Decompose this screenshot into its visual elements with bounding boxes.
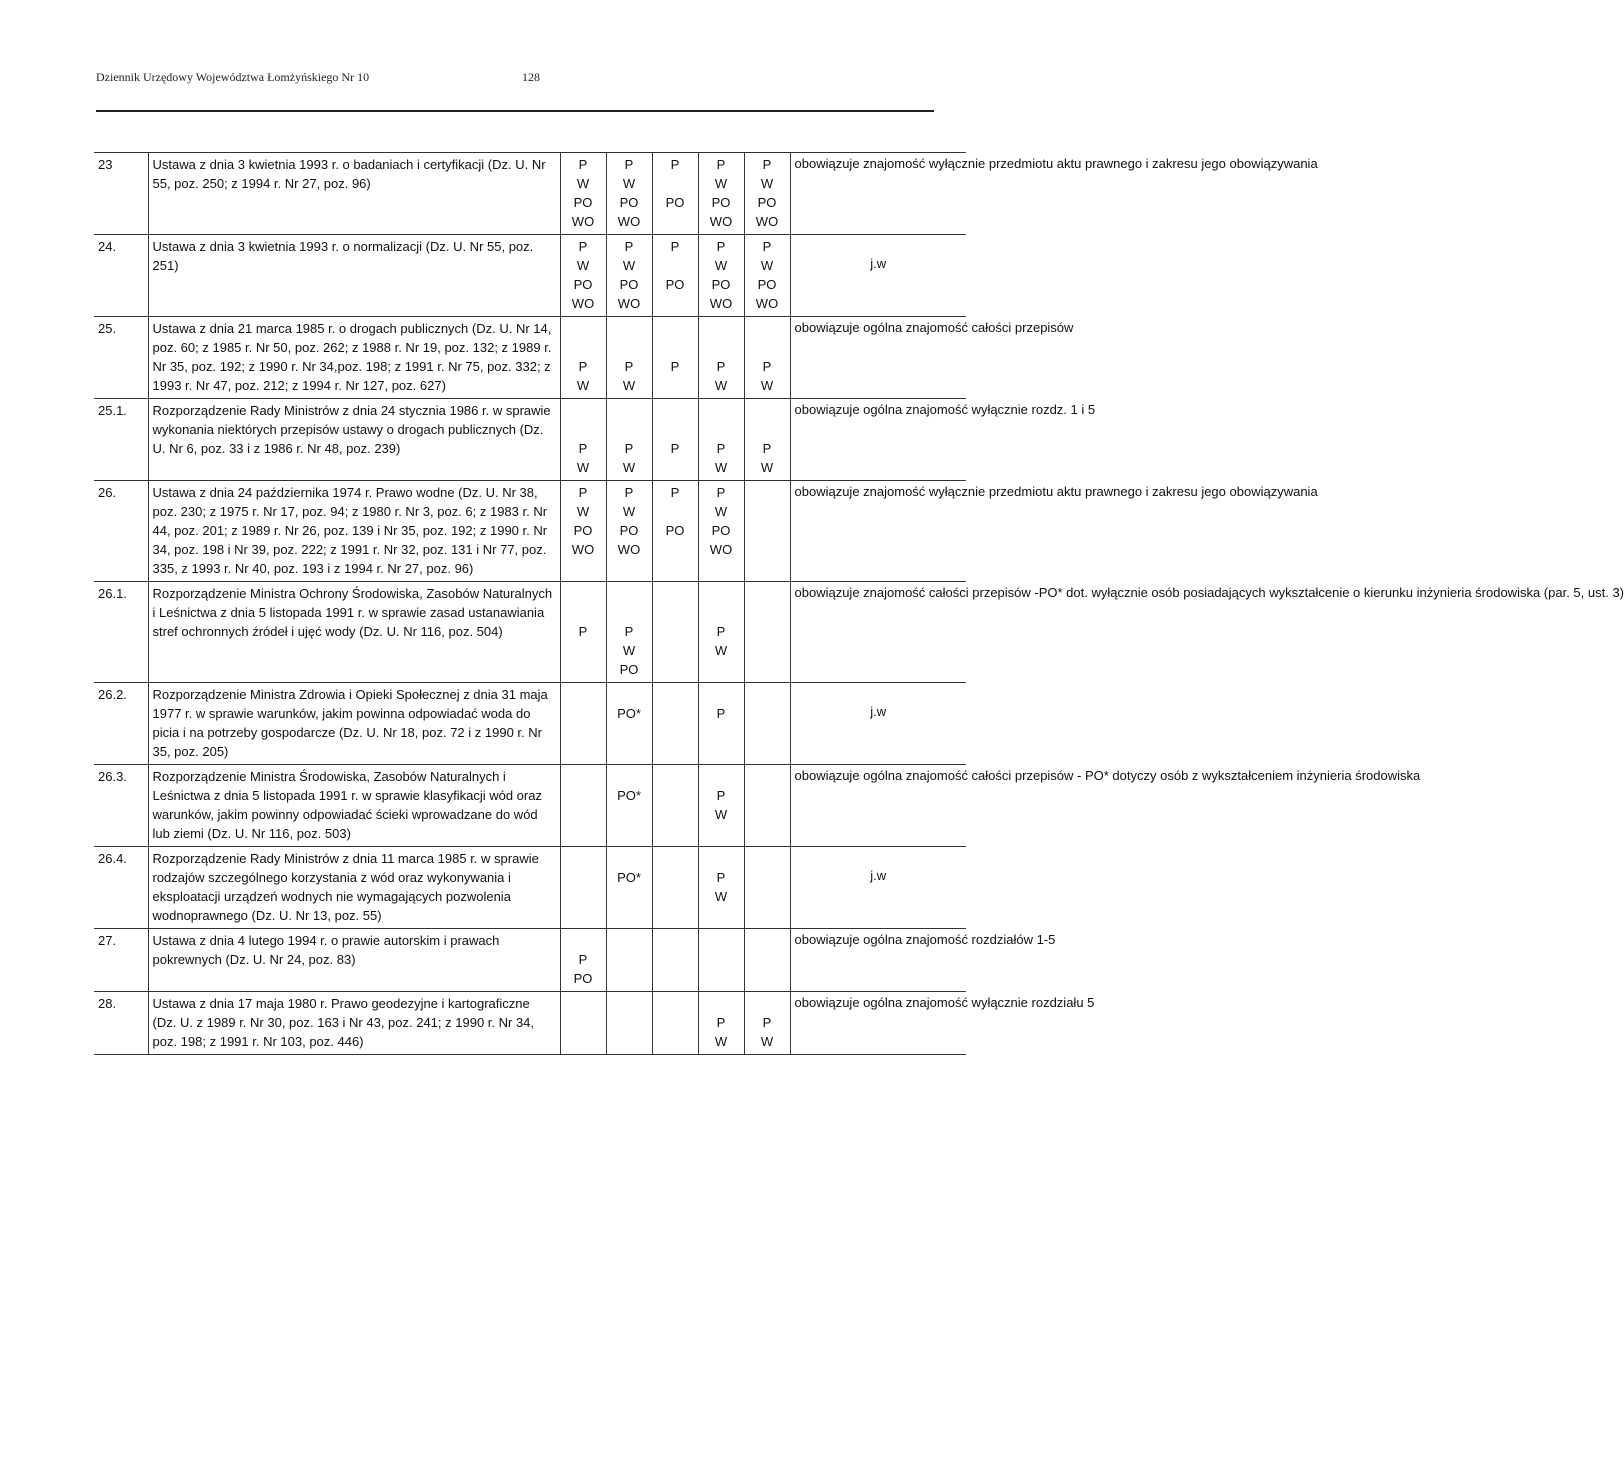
act-title [148,582,560,683]
col-5-marks [744,765,790,847]
c1-line: W [576,258,590,273]
col-5-marks [744,847,790,929]
note-line: obowiązuje ogólna znajomość wyłącznie rozdziału 5 [794,995,1095,1010]
col-5-marks [744,582,790,683]
col-1-marks [560,929,606,992]
c5-line: WO [755,296,779,311]
c2-line: WO [617,296,641,311]
col-2-marks [606,582,652,683]
row-number: 26.4. [94,847,148,929]
col-4-marks [698,847,744,929]
c3-line [657,849,694,868]
col-3-marks [652,929,698,992]
c4-line: W [714,643,728,658]
act-title [148,399,560,481]
col-4-marks [698,992,744,1055]
c5-line [749,849,786,868]
c2-line: W [622,176,636,191]
c1-line: PO [573,195,593,210]
row-number: 26. [94,481,148,582]
table-row [94,582,966,683]
c4-line: W [714,1034,728,1049]
col-5-marks [744,481,790,582]
col-1-marks [560,765,606,847]
scope-note [790,235,966,317]
c3-line [657,420,694,439]
c3-line: PO [665,523,685,538]
c2-line: PO [619,662,639,677]
act-title [148,765,560,847]
col-3-marks [652,235,698,317]
title-line: Ustawa z dnia 24 października 1974 r. Prawo wodne (Dz. U. Nr 38, poz. 230; z 1975 r. Nr 17, poz. 94; z 1980 r. Nr 3, poz. 6; z 1983 r. Nr 44, poz. 201; z 1989 r. Nr 26, poz. 139 i Nr 35, poz. 192; z 1990 r. Nr 34, poz. 198 i Nr 39, poz. 222; z 1991 r. Nr 32, poz. 131 i Nr 77, poz. 335, z 1993 r. Nr 40, poz. 193 i z 1994 r. Nr 27, poz. 96) [152,485,548,576]
c1-line [565,401,602,420]
c2-line [611,338,648,357]
c4-line: P [716,706,726,721]
c4-line: P [716,788,726,803]
c4-line: W [714,889,728,904]
c5-line: W [760,460,774,475]
note-line [795,849,963,867]
c5-line: P [762,359,772,374]
c1-line: P [578,239,588,254]
col-2-marks [606,765,652,847]
title-line: Ustawa z dnia 17 maja 1980 r. Prawo geodezyjne i kartograficzne (Dz. U. z 1989 r. Nr 30, poz. 163 i Nr 43, poz. 241; z 1990 r. Nr 34, poz. 198; z 1991 r. Nr 103, poz. 446) [152,996,535,1049]
col-2-marks [606,153,652,235]
col-5-marks [744,153,790,235]
c4-line: P [716,870,726,885]
table-row [94,847,966,929]
c1-line [565,849,602,868]
c4-line: WO [709,214,733,229]
c3-line [657,256,694,275]
scope-note [790,929,1056,992]
c2-line: W [622,460,636,475]
col-4-marks [698,153,744,235]
regulations-table [94,152,1624,1055]
c3-line: P [670,441,680,456]
title-line: Ustawa z dnia 4 lutego 1994 r. o prawie autorskim i prawach pokrewnych (Dz. U. Nr 24, poz. 83) [152,933,500,967]
c1-line [565,584,602,603]
col-1-marks [560,582,606,683]
c4-line [703,685,740,704]
row-number: 26.1. [94,582,148,683]
scope-note [790,847,966,929]
c5-line [749,584,786,603]
c4-line: P [716,157,726,172]
c4-line: P [716,359,726,374]
c5-line [749,319,786,338]
row-number: 23 [94,153,148,235]
c3-line: P [670,485,680,500]
col-2-marks [606,992,652,1055]
col-1-marks [560,235,606,317]
c2-line [611,319,648,338]
table-row [94,929,966,992]
title-line: Ustawa z dnia 3 kwietnia 1993 r. o badaniach i certyfikacji (Dz. U. Nr 55, poz. 250; z 1994 r. Nr 27, poz. 96) [152,157,546,191]
c4-line: PO [711,523,731,538]
c1-line: W [576,460,590,475]
col-2-marks [606,235,652,317]
col-1-marks [560,847,606,929]
c4-line: P [716,1015,726,1030]
col-5-marks [744,683,790,765]
c1-line: W [576,504,590,519]
c5-line [749,767,786,786]
c2-line [611,584,648,603]
c3-line [657,502,694,521]
act-title [148,683,560,765]
c1-line: WO [571,214,595,229]
col-3-marks [652,153,698,235]
act-title [148,847,560,929]
c4-line: PO [711,277,731,292]
row-number: 28. [94,992,148,1055]
c4-line [703,319,740,338]
c1-line [565,994,602,1013]
note-line: obowiązuje znajomość wyłącznie przedmiotu aktu prawnego i zakresu jego obowiązywania [794,484,1318,499]
c3-line [657,994,694,1013]
c5-line: P [762,1015,772,1030]
c2-line: P [624,441,634,456]
col-5-marks [744,929,790,992]
col-3-marks [652,847,698,929]
note-line: obowiązuje ogólna znajomość rozdziałów 1-5 [794,932,1056,947]
row-number: 25. [94,317,148,399]
scope-note [790,765,1421,847]
table-row [94,317,966,399]
c1-line [565,603,602,622]
c3-line [657,767,694,786]
col-1-marks [560,992,606,1055]
c2-line [611,767,648,786]
scope-note [790,992,1095,1055]
col-4-marks [698,765,744,847]
col-3-marks [652,399,698,481]
scope-note [790,317,1074,399]
col-3-marks [652,481,698,582]
col-3-marks [652,683,698,765]
table-row [94,399,966,481]
c1-line: WO [571,542,595,557]
c2-line: PO [619,277,639,292]
c5-line [749,931,786,950]
c4-line: P [716,485,726,500]
col-4-marks [698,235,744,317]
c1-line: P [578,359,588,374]
row-number: 24. [94,235,148,317]
c5-line: W [760,258,774,273]
col-1-marks [560,317,606,399]
c2-line: P [624,485,634,500]
c3-line: P [670,239,680,254]
page-header [96,70,936,92]
c4-line: W [714,460,728,475]
c1-line [565,338,602,357]
col-1-marks [560,481,606,582]
act-title [148,153,560,235]
note-line: obowiązuje znajomość wyłącznie przedmiotu aktu prawnego i zakresu jego obowiązywania [794,156,1318,171]
c1-line: PO [573,277,593,292]
c4-line [703,931,740,950]
c4-line [703,767,740,786]
title-line: Rozporządzenie Ministra Ochrony Środowiska, Zasobów Naturalnych i Leśnictwa z dnia 5 listopada 1991 r. w sprawie zasad ustanawiania stref ochronnych źródeł i ujęć wody (Dz. U. Nr 116, poz. 504) [152,586,553,639]
scope-note [790,582,1624,683]
c2-line: W [622,643,636,658]
c4-line [703,338,740,357]
col-3-marks [652,582,698,683]
c4-line [703,401,740,420]
c4-line: W [714,807,728,822]
col-4-marks [698,399,744,481]
c2-line [611,685,648,704]
row-number: 25.1. [94,399,148,481]
c5-line: PO [757,195,777,210]
c1-line [565,319,602,338]
c1-line [565,931,602,950]
c4-line [703,584,740,603]
scope-note [790,683,966,765]
col-3-marks [652,317,698,399]
c4-line: W [714,504,728,519]
c2-line: P [624,624,634,639]
c5-line [749,420,786,439]
c1-line: P [578,952,588,967]
c4-line: P [716,624,726,639]
c1-line [565,767,602,786]
c2-line: WO [617,542,641,557]
col-5-marks [744,317,790,399]
title-line: Rozporządzenie Rady Ministrów z dnia 11 marca 1985 r. w sprawie rodzajów szczególnego korzystania z wód oraz wykonywania i eksploatacji urządzeń wodnych nie wymagających pozwolenia wodnoprawnego (Dz. U. Nr 13, poz. 55) [152,851,539,923]
c4-line: W [714,176,728,191]
col-4-marks [698,683,744,765]
c1-line: WO [571,296,595,311]
c4-line: WO [709,296,733,311]
note-line: obowiązuje ogólna znajomość całości przepisów - PO* dotyczy osób z wykształceniem inżynieria środowiska [794,768,1421,783]
note-line: obowiązuje ogólna znajomość całości przepisów [794,320,1074,335]
title-line: Rozporządzenie Ministra Środowiska, Zasobów Naturalnych i Leśnictwa z dnia 5 listopada 1991 r. w sprawie klasyfikacji wód oraz warunków, jakim powinny odpowiadać ścieki wprowadzane do wód lub ziemi (Dz. U. Nr 116, poz. 503) [152,769,542,841]
c5-line [749,401,786,420]
c4-line: W [714,378,728,393]
act-title [148,929,560,992]
c1-line: W [576,378,590,393]
journal-title: Dziennik Urzędowy Województwa Łomżyńskiego Nr 10 [96,70,370,84]
col-2-marks [606,399,652,481]
note-line: obowiązuje ogólna znajomość wyłącznie rozdz. 1 i 5 [794,402,1096,417]
note-line [795,685,963,703]
row-number: 26.3. [94,765,148,847]
c2-line: PO [619,195,639,210]
table-body [94,153,1624,1055]
c1-line: PO [573,971,593,986]
c2-line: P [624,239,634,254]
c2-line: PO* [617,870,641,885]
c5-line: W [760,378,774,393]
c5-line: W [760,1034,774,1049]
row-number: 27. [94,929,148,992]
c3-line [657,584,694,603]
note-line: j.w [870,704,887,719]
col-2-marks [606,683,652,765]
table-row [94,683,966,765]
col-4-marks [698,317,744,399]
c2-line: W [622,378,636,393]
c5-line: W [760,176,774,191]
table-row [94,481,966,582]
col-4-marks [698,582,744,683]
title-line: Rozporządzenie Rady Ministrów z dnia 24 stycznia 1986 r. w sprawie wykonania niektórych przepisów ustawy o drogach publicznych (Dz. U. Nr 6, poz. 33 i z 1986 r. Nr 48, poz. 239) [152,403,551,456]
page-number: 128 [522,70,540,84]
col-2-marks [606,317,652,399]
c4-line [703,603,740,622]
c3-line: P [670,157,680,172]
c3-line [657,685,694,704]
c5-line [749,483,786,502]
col-2-marks [606,929,652,992]
c3-line: PO [665,195,685,210]
table-row [94,765,966,847]
c3-line: P [670,359,680,374]
col-5-marks [744,399,790,481]
c3-line: PO [665,277,685,292]
col-3-marks [652,765,698,847]
title-line: Rozporządzenie Ministra Zdrowia i Opieki Społecznej z dnia 31 maja 1977 r. w sprawie warunków, jakim powinna odpowiadać woda do picia i na potrzeby gospodarcze (Dz. U. Nr 18, poz. 72 i z 1990 r. Nr 35, poz. 205) [152,687,548,759]
c2-line: PO* [617,788,641,803]
note-line: j.w [870,256,887,271]
c1-line: W [576,176,590,191]
col-4-marks [698,929,744,992]
table-row [94,235,966,317]
col-3-marks [652,992,698,1055]
col-5-marks [744,992,790,1055]
c3-line [657,319,694,338]
act-title [148,481,560,582]
c3-line [657,174,694,193]
c5-line: WO [755,214,779,229]
title-line: Ustawa z dnia 3 kwietnia 1993 r. o normalizacji (Dz. U. Nr 55, poz. 251) [152,239,534,273]
col-2-marks [606,847,652,929]
c5-line [749,685,786,704]
c3-line [657,338,694,357]
act-title [148,992,560,1055]
c5-line: P [762,239,772,254]
header-rule [96,110,934,112]
c2-line: W [622,504,636,519]
c3-line [657,931,694,950]
c2-line [611,420,648,439]
c2-line [611,849,648,868]
c2-line: W [622,258,636,273]
c5-line [749,338,786,357]
c5-line: PO [757,277,777,292]
col-4-marks [698,481,744,582]
c1-line: P [578,157,588,172]
scope-note [790,153,1318,235]
c5-line: P [762,157,772,172]
c4-line: WO [709,542,733,557]
c4-line: P [716,239,726,254]
scope-note [790,481,1318,582]
title-line: Ustawa z dnia 21 marca 1985 r. o drogach publicznych (Dz. U. Nr 14, poz. 60; z 1985 r. Nr 50, poz. 262; z 1988 r. Nr 19, poz. 132; z 1989 r. Nr 35, poz. 192; z 1990 r. Nr 34,poz. 198; z 1991 r. Nr 75, poz. 332; z 1993 r. Nr 47, poz. 212; z 1994 r. Nr 127, poz. 627) [152,321,552,393]
c5-line: P [762,441,772,456]
c2-line [611,994,648,1013]
c2-line: P [624,157,634,172]
c1-line [565,685,602,704]
c4-line: W [714,258,728,273]
act-title [148,317,560,399]
c2-line: P [624,359,634,374]
c2-line: WO [617,214,641,229]
scope-note [790,399,1096,481]
c5-line [749,994,786,1013]
table-row [94,992,966,1055]
c1-line: PO [573,523,593,538]
col-1-marks [560,683,606,765]
c4-line [703,420,740,439]
note-line [795,237,963,255]
c4-line: PO [711,195,731,210]
c4-line: P [716,441,726,456]
c3-line [657,401,694,420]
c1-line: P [578,624,588,639]
c1-line: P [578,485,588,500]
c1-line [565,420,602,439]
c2-line: PO* [617,706,641,721]
note-line: j.w [870,868,887,883]
table-row [94,153,966,235]
c1-line: P [578,441,588,456]
col-2-marks [606,481,652,582]
note-line: obowiązuje znajomość całości przepisów -PO* dot. wyłącznie osób posiadających wykształcenie o kierunku inżynieria środowiska (par. 5, ust. 3) [794,585,1624,600]
act-title [148,235,560,317]
col-5-marks [744,235,790,317]
c2-line: PO [619,523,639,538]
row-number: 26.2. [94,683,148,765]
c2-line [611,931,648,950]
col-1-marks [560,153,606,235]
c2-line [611,603,648,622]
c4-line [703,849,740,868]
col-1-marks [560,399,606,481]
c2-line [611,401,648,420]
c4-line [703,994,740,1013]
